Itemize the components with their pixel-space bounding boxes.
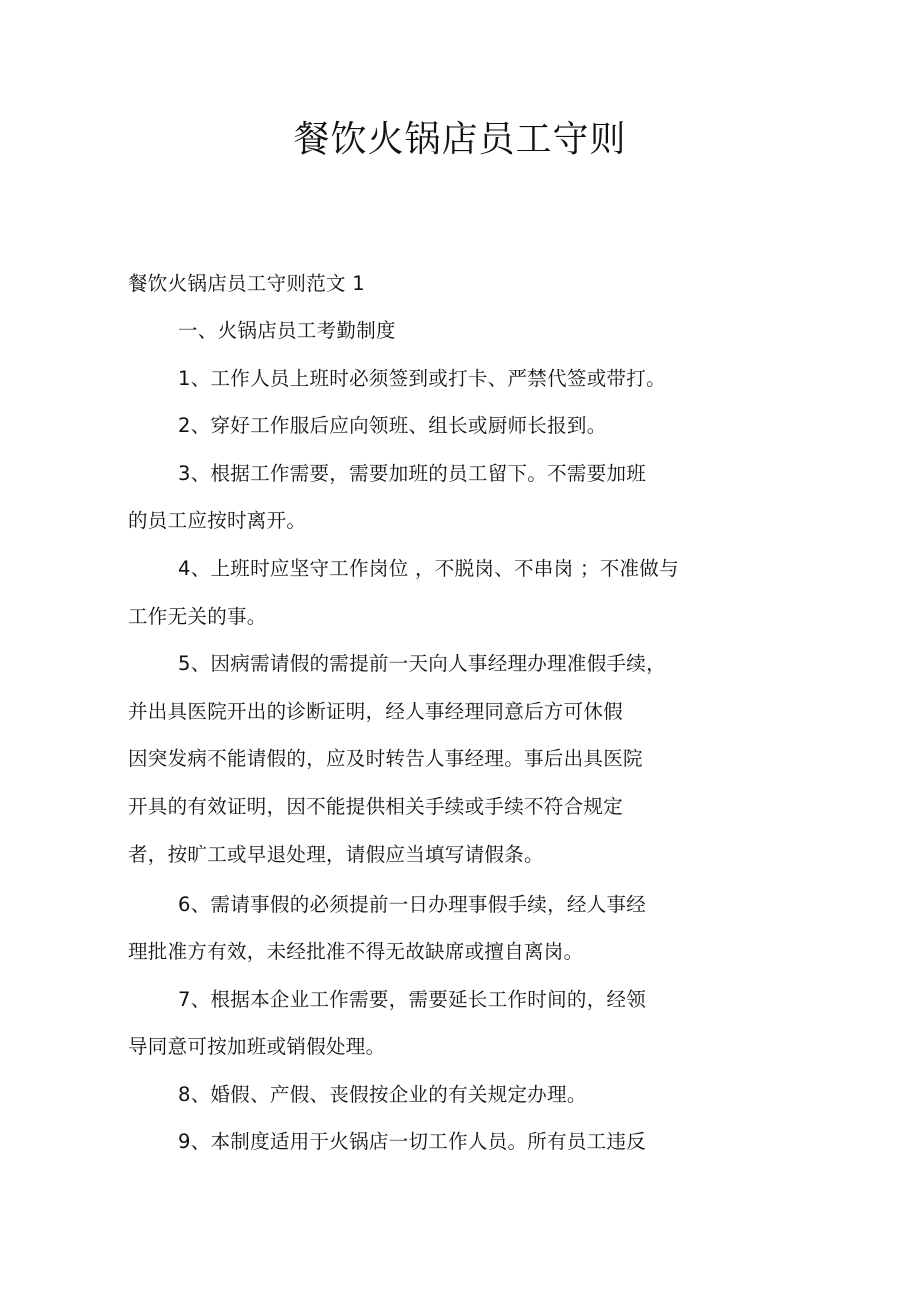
paragraph-line: 6、需请事假的必须提前一日办理事假手续，经人事经 [178,893,647,916]
paragraph-line: 的员工应按时离开。 [128,509,307,532]
document-title: 餐饮火锅店员工守则 [293,119,627,160]
paragraph-line: 7、根据本企业工作需要，需要延长工作时间的，经领 [178,988,647,1011]
paragraph-line: 工作无关的事。 [128,605,267,628]
paragraph-line: 导同意可按加班或销假处理。 [128,1035,386,1058]
section-heading: 餐饮火锅店员工守则范文 1 [128,272,366,295]
paragraph-line: 4、上班时应坚守工作岗位 ，不脱岗、不串岗 ；不准做与 [178,557,679,580]
paragraph-line: 者，按旷工或早退处理，请假应当填写请假条。 [128,843,544,866]
paragraph-line: 9、本制度适用于火锅店一切工作人员。所有员工违反 [178,1130,647,1153]
paragraph-line: 2、穿好工作服后应向领班、组长或厨师长报到。 [178,414,607,437]
paragraph-line: 并出具医院开出的诊断证明，经人事经理同意后方可休假 [128,700,624,723]
paragraph-line: 8、婚假、产假、丧假按企业的有关规定办理。 [178,1083,587,1106]
paragraph-line: 开具的有效证明，因不能提供相关手续或手续不符合规定 [128,795,624,818]
paragraph-line: 理批准方有效，未经批准不得无故缺席或擅自离岗。 [128,940,584,963]
paragraph-line: 3、根据工作需要，需要加班的员工留下。不需要加班 [178,462,647,485]
paragraph-line: 5、因病需请假的需提前一天向人事经理办理准假手续， [178,652,666,675]
paragraph-line: 因突发病不能请假的，应及时转告人事经理。事后出具医院 [128,747,643,770]
paragraph-line: 一、火锅店员工考勤制度 [178,319,396,342]
paragraph-line: 1、工作人员上班时必须签到或打卡、严禁代签或带打。 [178,367,666,390]
